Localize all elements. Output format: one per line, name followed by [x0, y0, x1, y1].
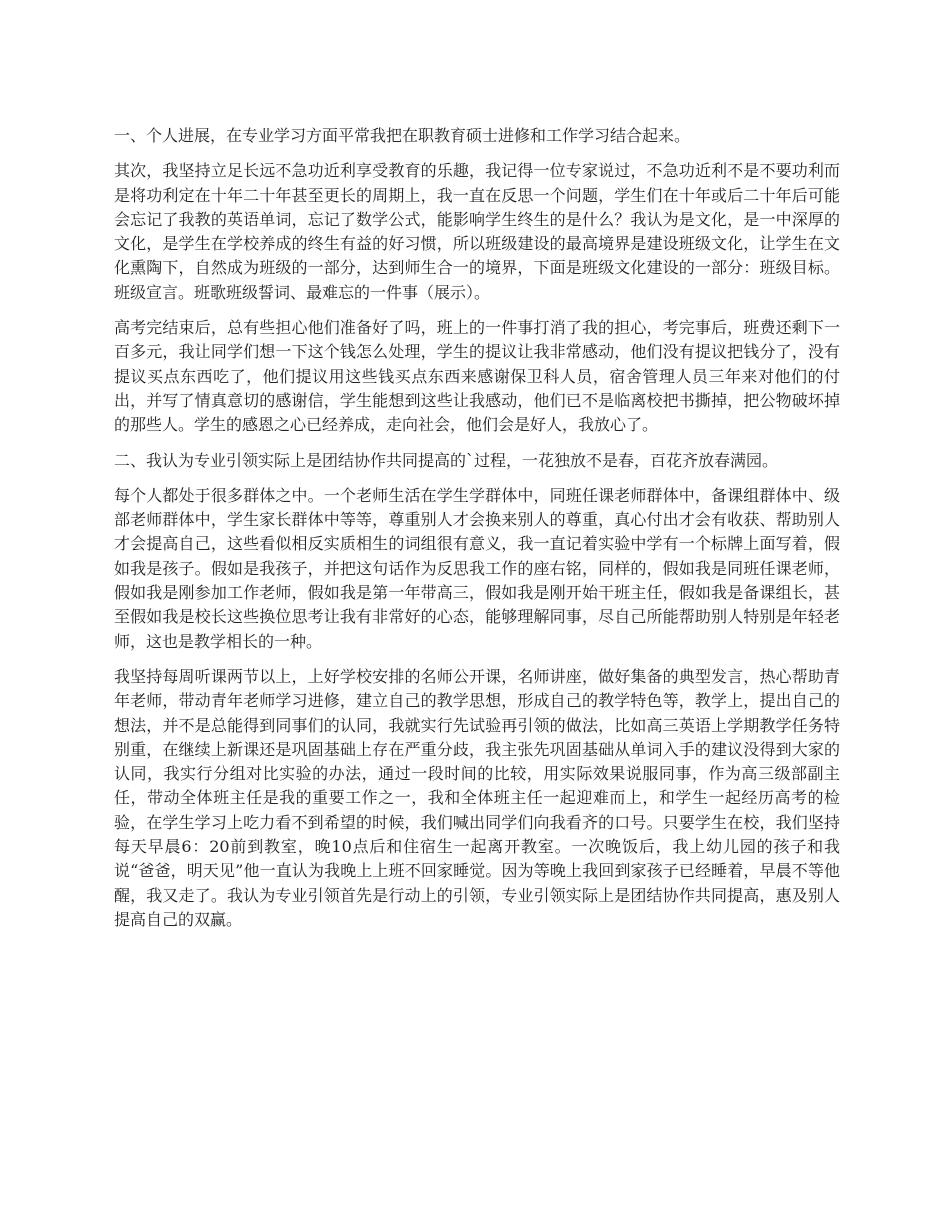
- paragraph-personal-progress: 一、个人进展，在专业学习方面平常我把在职教育硕士进修和工作学习结合起来。: [114, 126, 691, 145]
- paragraph-class-culture: 其次，我坚持立足长远不急功近利享受教育的乐趣，我记得一位专家说过，不急功近利不是不要功利而是将功利定在十年二十年甚至更长的周期上，我一直在反思一个问题，学生们在十年或后二十年后可能会忘记了我教的英语单词，忘记了数学公式，能影响学生终生的是什么？我认为是文化，是一中深厚的文化，是学生在学校养成的终生有益的好习惯，所以班级建设的最高境界是建设班级文化，让学生在文化熏陶下，自然成为班级的一部分，达到师生合一的境界，下面是班级文化建设的一部分：班级目标。班级宣言。班歌班级誓词、最难忘的一件事（展示）。: [114, 161, 840, 302]
- document-body: [114, 124, 840, 943]
- paragraph-lesson-observation: 我坚持每周听课两节以上，上好学校安排的名师公开课，名师讲座，做好集备的典型发言，热心帮助青年老师，带动青年老师学习进修，建立自己的教学思想，形成自己的教学特色等，教学上，提出自己的想法，并不是总能得到同事们的认同，我就实行先试验再引领的做法，比如高三英语上学期教学任务特别重，在继续上新课还是巩固基础上存在严重分歧，我主张先巩固基础从单词入手的建议没得到大家的认同，我实行分组对比实验的办法，通过一段时间的比较，用实际效果说服同事，作为高三级部副主任，带动全体班主任是我的重要工作之一，我和全体班主任一起迎难而上，和学生一起经历高考的检验，在学生学习上吃力看不到希望的时候，我们喊出同学们向我看齐的口号。只要学生在校，我们坚持每天早晨6：20前到教室，晚10点后和住宿生一起离开教室。一次晚饭后，我上幼儿园的孩子和我说“爸爸，明天见”他一直认为我晚上上班不回家睡觉。因为等晚上我回到家孩子已经睡着，早晨不等他醒，我又走了。我认为专业引领首先是行动上的引领，专业引领实际上是团结协作共同提高，惠及别人提高自己的双赢。: [114, 666, 840, 929]
- paragraph-professional-leadership: 二、我认为专业引领实际上是团结协作共同提高的`过程，一花独放不是春，百花齐放春满园。: [114, 450, 779, 470]
- paragraph-groups: 每个人都处于很多群体之中。一个老师生活在学生学群体中，同班任课老师群体中，备课组群体中、级部老师群体中，学生家长群体中等等，尊重别人才会换来别人的尊重，真心付出才会有收获、帮助别人才会提高自己，这些看似相反实质相生的词组很有意义，我一直记着实验中学有一个标牌上面写着，假如我是孩子。假如是我孩子，并把这句话作为反思我工作的座右铭，同样的，假如我是同班任课老师，假如我是刚参加工作老师，假如我是第一年带高三，假如我是刚开始干班主任，假如我是备课组长，甚至假如我是校长这些换位思考让我有非常好的心态，能够理解同事，尽自己所能帮助别人特别是年轻老师，这也是教学相长的一种。: [114, 485, 840, 651]
- paragraph-after-exam: 高考完结束后，总有些担心他们准备好了吗，班上的一件事打消了我的担心，考完事后，班费还剩下一百多元，我让同学们想一下这个钱怎么处理，学生的提议让我非常感动，他们没有提议把钱分了，没有提议买点东西吃了，他们提议用这些钱买点东西来感谢保卫科人员，宿舍管理人员三年来对他们的付出，并写了情真意切的感谢信，学生能想到这些让我感动，他们已不是临离校把书撕掉，把公物破坏掉的那些人。学生的感恩之心已经养成，走向社会，他们会是好人，我放心了。: [114, 318, 840, 435]
